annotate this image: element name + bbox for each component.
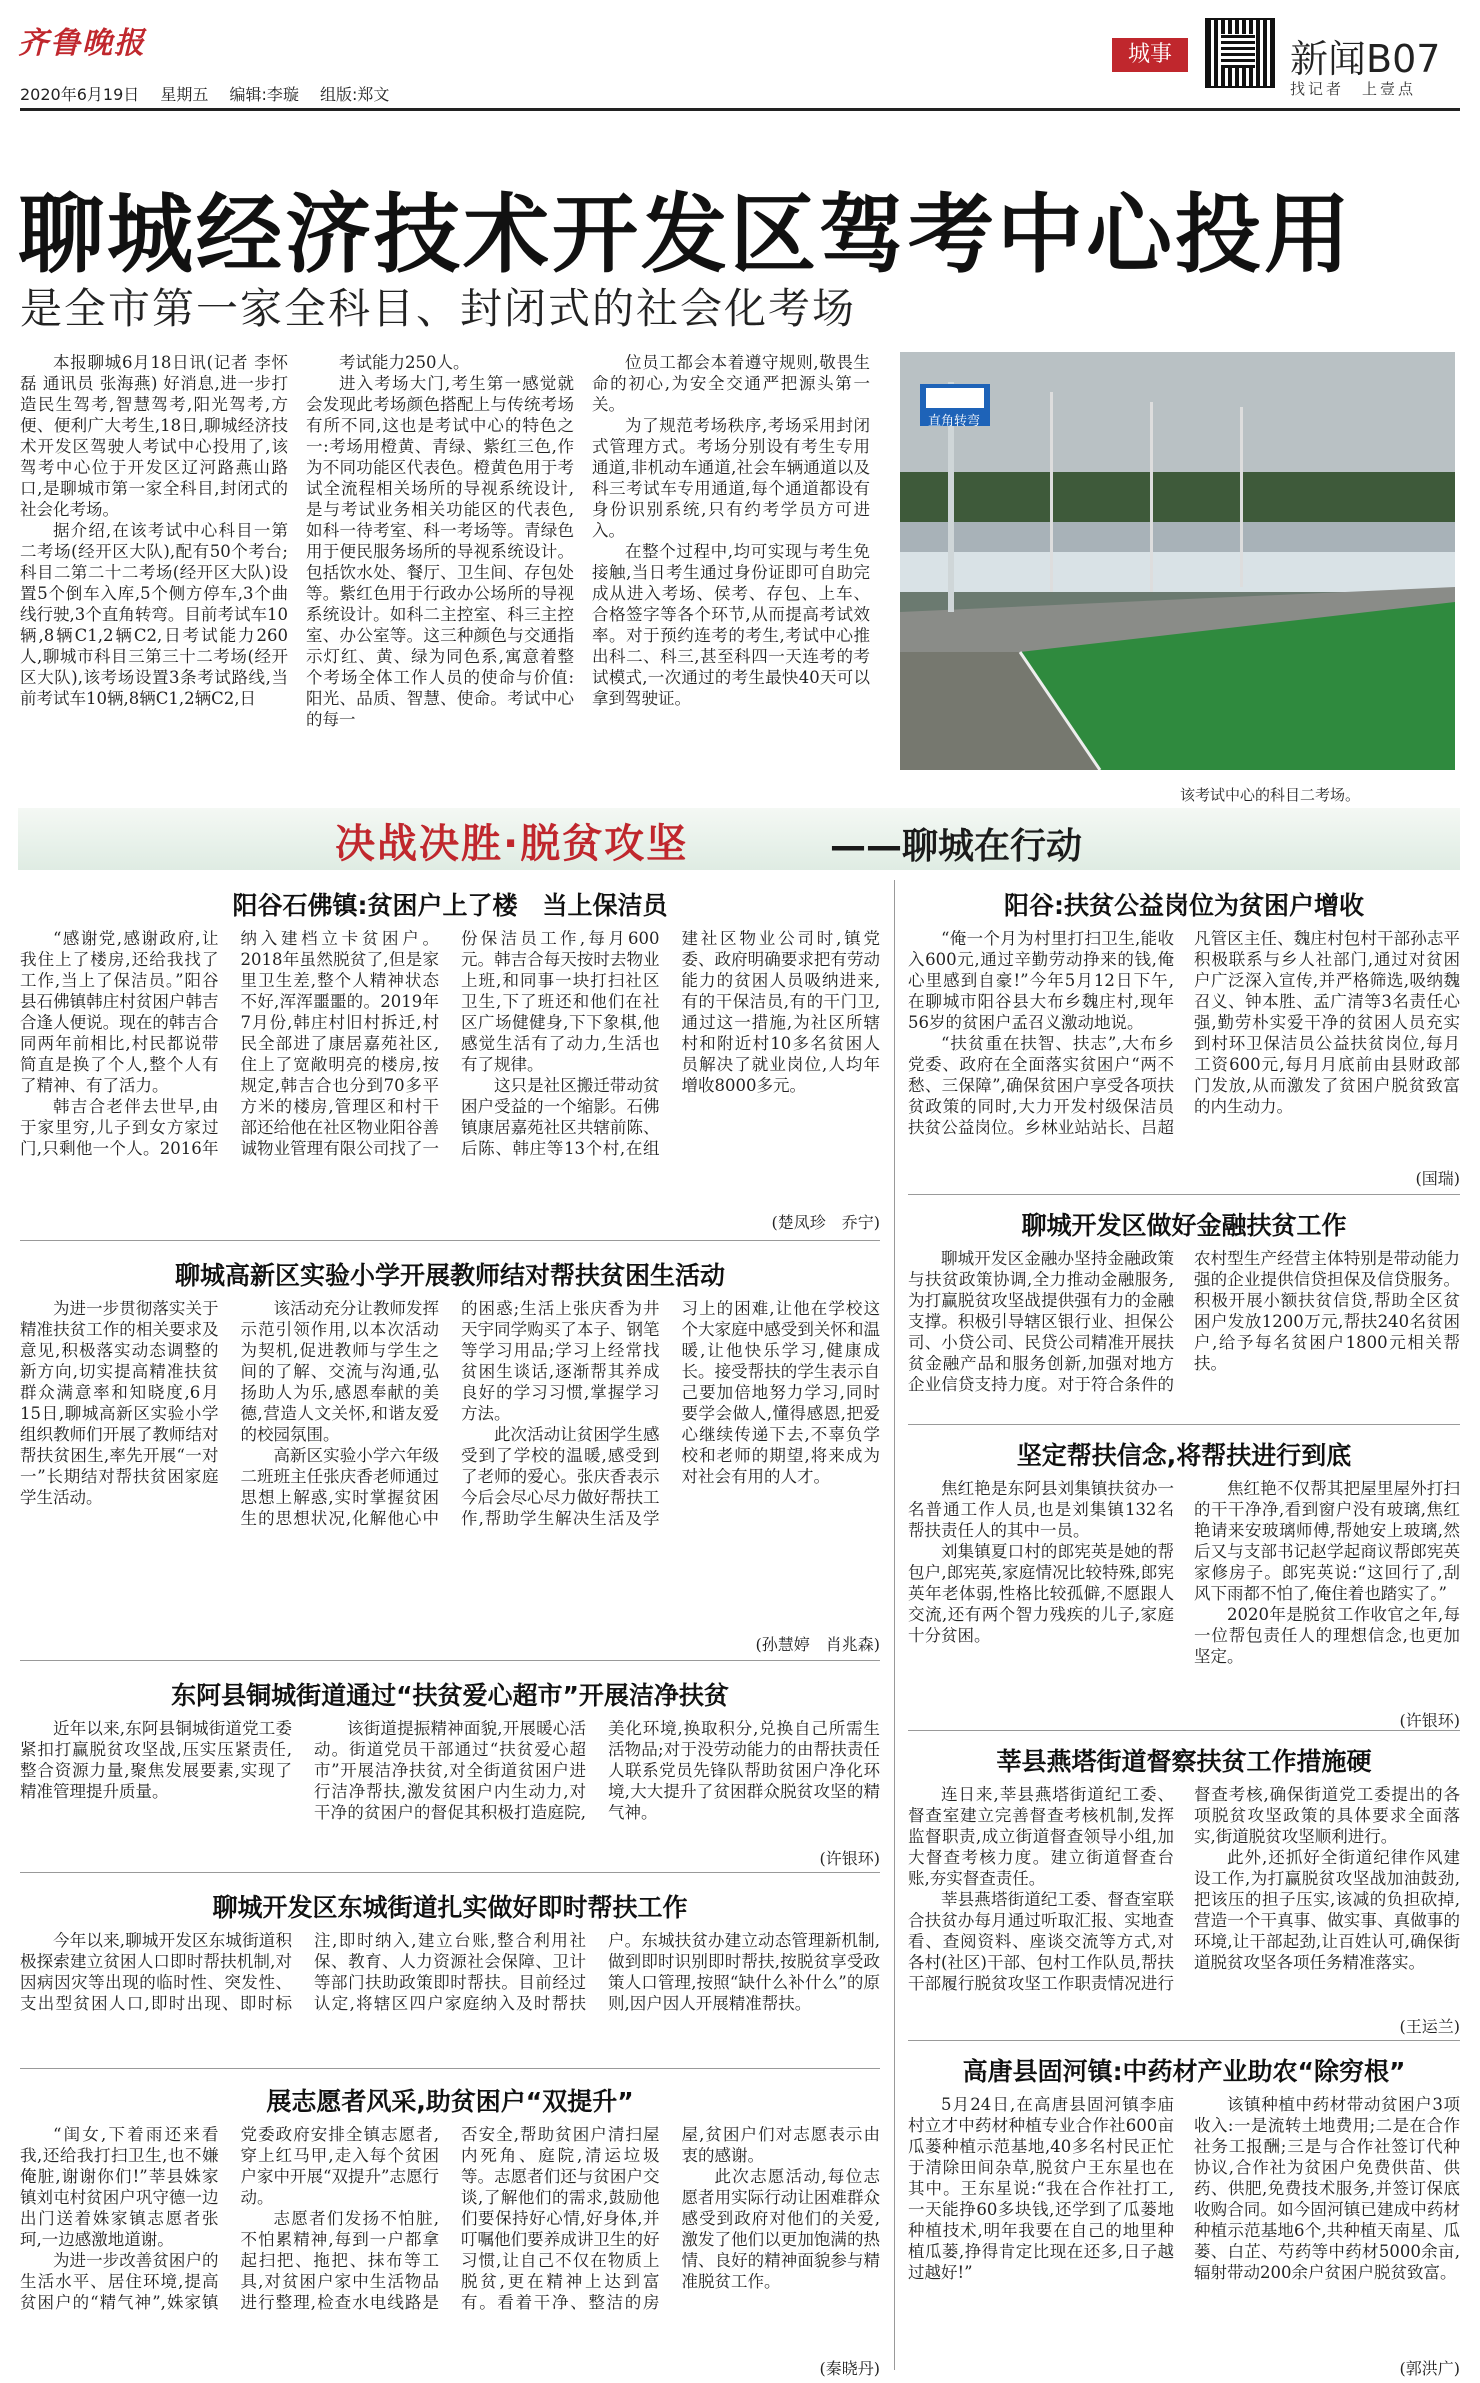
article-paragraph: 为进一步改善贫困户的生活水平、居住环境,提高贫困户的“精气神”,姝家镇党委政府安排全镇志愿者,穿上红马甲,走入每个贫困户家中开展“双提升”志愿行动。 (20, 2125, 439, 2312)
article-paragraph: 此次志愿活动,每位志愿者用实际行动让困难群众感受到政府对他们的关爱,激发了他们以更加饱满的热情、良好的精神面貌参与精准脱贫工作。 (681, 2167, 880, 2291)
campaign-banner-title: 决战决胜·脱贫攻坚 (335, 821, 689, 867)
driving-test-ground-image (900, 352, 1455, 770)
article-paragraph: 志愿者们发扬不怕脏,不怕累精神,每到一户都拿起扫把、拖把、抹布等工具,对贫困户家中生活物品进行整理,检查水电线路是否安全,帮助贫困户清扫屋内死角、庭院,清运垃圾等。志愿者们还与贫困户交谈,了解他们的需求,鼓励他们要保持好心情,好身体,并叮嘱他们要养成讲卫生的好习惯,让自己不仅在物质上脱贫,更在精神上达到富有。看着干净、整洁的房屋,贫困户们对志愿表示由衷的感谢。 (240, 2125, 880, 2312)
article-paragraph: “俺一个月为村里打扫卫生,能收入600元,通过辛勤劳动挣来的钱,俺心里感到自豪!”今年5月12日下午,在聊城市阳谷县大布乡魏庄村,现年56岁的贫困户孟召义激动地说。 (908, 929, 1174, 1032)
article-paragraph: 莘县燕塔街道纪工委、督查室联合扶贫办每月通过听取汇报、实地查看、查阅资料、座谈交流等方式,对各村(社区)干部、包村工作队员,帮扶干部履行脱贫攻坚工作职责情况进行督查考核,确保街道党工委提出的各项脱贫攻坚政策的具体要求全面落实,街道脱贫攻坚顺利进行。 (908, 1785, 1460, 1993)
editor-credit: 编辑:李璇 (229, 85, 299, 104)
article-paragraph: 此外,还抓好全街道纪律作风建设工作,为打赢脱贫攻坚战加油鼓劲,把该压的担子压实,该减的负担砍掉,营造一个干真事、做实事、真做事的环境,让干部起劲,让百姓认可,确保街道脱贫攻坚各项任务精准落实。 (1194, 1848, 1460, 1972)
section-badge: 城事 (1112, 38, 1188, 72)
lead-paragraph: 本报聊城6月18日讯(记者 李怀磊 通讯员 张海燕) 好消息,进一步打造民生驾考,智慧驾考,阳光驾考,方便、便利广大考生,18日,聊城经济技术开发区驾驶人考试中心投用了,该驾考中心位于开发区辽河路燕山路口,是聊城市第一家全科目,封闭式的社会化考场。 (20, 353, 288, 519)
article-body (908, 1784, 1460, 2012)
lead-paragraph: 考试能力250人。 (339, 353, 470, 372)
article-title: 聊城高新区实验小学开展教师结对帮扶贫困生活动 (174, 1261, 725, 1290)
article-paragraph: 此次活动让贫困学生感受到了学校的温暖,感受到了老师的爱心。张庆香表示今后会尽心尽力做好帮扶工作,帮助学生解决生活及学习上的困难,让他在学校这个大家庭中感受到关怀和温暖,让他快乐学习,健康成长。接受帮扶的学生表示自己要加倍地努力学习,同时要学会做人,懂得感恩,把爱心继续传递下去,不辜负学校和老师的期望,将来成为对社会有用的人才。 (461, 1299, 880, 1528)
article-paragraph: 高新区实验小学六年级二班班主任张庆香老师通过思想上解惑,实时掌握贫困生的思想状况,化解他心中的困惑;生活上张庆香为井天宇同学购买了本子、钢笔等学习用品;学习上经常找贫困生谈话,逐渐帮其养成良好的学习习惯,掌握学习方法。 (240, 1299, 660, 1528)
divider (908, 1424, 1460, 1425)
issue-weekday: 星期五 (160, 85, 209, 104)
lead-paragraph: 位员工都会本着遵守规则,敬畏生命的初心,为安全交通严把源头第一关。 (592, 353, 870, 414)
article-byline: (郭洪广) (1399, 2359, 1460, 2378)
article-paragraph: 该活动充分让教师发挥示范引领作用,以本次活动为契机,促进教师与学生之间的了解、交流与沟通,弘扬助人为乐,感恩奉献的美德,营造人文关怀,和谐友爱的校园氛围。 (240, 1299, 439, 1444)
issue-date: 2020年6月19日 (20, 85, 140, 104)
lead-subhead: 是全市第一家全科目、封闭式的社会化考场 (20, 284, 857, 333)
lead-photo (900, 352, 1455, 770)
article-body (908, 2094, 1460, 2350)
article-body (20, 1298, 880, 1634)
divider (20, 1240, 880, 1241)
article-body (908, 1478, 1460, 1706)
article-paragraph: 5月24日,在高唐县固河镇李庙村立才中药材种植专业合作社600亩瓜蒌种植示范基地,40多名村民正忙于清除田间杂草,脱贫户王东星也在其中。王东星说:“我在合作社打工,一天能挣60多块钱,还学到了瓜蒌地种植技术,明年我要在自己的地里种植瓜蒌,挣得肯定比现在还多,日子越过越好!” (908, 2095, 1174, 2282)
article-body (908, 928, 1460, 1162)
article-title: 聊城开发区东城街道扎实做好即时帮扶工作 (212, 1893, 688, 1922)
article-paragraph: 2020年是脱贫工作收官之年,每一位帮包责任人的理想信念,也更加坚定。 (1194, 1605, 1460, 1666)
article-title: 坚定帮扶信念,将帮扶进行到底 (1016, 1441, 1352, 1470)
column-divider (894, 880, 895, 2370)
article-byline: (孙慧婷 肖兆森) (755, 1635, 880, 1654)
divider (20, 1872, 880, 1873)
article-title: 阳谷:扶贫公益岗位为贫困户增收 (1004, 891, 1364, 920)
designer-credit: 组版:郑文 (319, 85, 390, 104)
article-byline: (楚凤珍 乔宁) (771, 1213, 880, 1232)
article-paragraph: 这只是社区搬迁带动贫困户受益的一个缩影。石佛镇康居嘉苑社区共辖前陈、后陈、韩庄等13个村,在组建社区物业公司时,镇党委、政府明确要求把有劳动能力的贫困人员吸纳进来,有的干保洁员,有的干门卫,通过这一措施,为社区所辖村和附近村10多名贫困人员解决了就业岗位,人均年增收8000多元。 (461, 929, 880, 1158)
article-body (20, 2124, 880, 2354)
article-paragraph: 为进一步贯彻落实关于精准扶贫工作的相关要求及意见,积极落实动态调整的新方向,切实提高精准扶贫群众满意率和知晓度,6月15日,聊城高新区实验小学组织教师们开展了教师结对帮扶贫困生,率先开展“一对一”长期结对帮扶贫困家庭学生活动。 (20, 1299, 219, 1507)
newspaper-logo: 齐鲁晚报 (18, 26, 146, 61)
article-title: 高唐县固河镇:中药材产业助农“除穷根” (962, 2057, 1406, 2086)
divider (20, 2068, 880, 2069)
divider (908, 2040, 1460, 2041)
lead-headline: 聊城经济技术开发区驾考中心投用 (18, 185, 1353, 285)
article-paragraph: 焦红艳不仅帮其把屋里屋外打扫的干干净净,看到窗户没有玻璃,焦红艳请来安玻璃师傅,帮她安上玻璃,然后又与支部书记赵学起商议帮郎宪英家修房子。郎宪英说:“这回行了,刮风下雨都不怕了,俺住着也踏实了。” (1194, 1479, 1460, 1603)
article-paragraph: 焦红艳是东阿县刘集镇扶贫办一名普通工作人员,也是刘集镇132名帮扶责任人的其中一员。 (908, 1479, 1174, 1540)
dateline (20, 82, 405, 105)
article-title: 莘县燕塔街道督察扶贫工作措施硬 (996, 1747, 1372, 1776)
article-paragraph: 该镇种植中药材带动贫困户3项收入:一是流转土地费用;二是在合作社务工报酬;三是与合作社签订代种协议,合作社为贫困户免费供苗、供药、供肥,免费技术服务,并签订保底收购合同。如今固河镇已建成中药材种植示范基地6个,共种植天南星、瓜蒌、白芷、芍药等中药材5000余亩,辐射带动200余户贫困户脱贫致富。 (1194, 2095, 1460, 2282)
campaign-banner (18, 808, 1460, 870)
article-byline: (国瑞) (1415, 1169, 1460, 1188)
article-byline: (王运兰) (1399, 2017, 1460, 2036)
article-body (20, 1930, 880, 2056)
article-paragraph: 聊城开发区金融办坚持金融政策与扶贫政策协调,全力推动金融服务,为打赢脱贫攻坚战提供强有力的金融支撑。积极引导辖区银行业、担保公司、小贷公司、民贷公司精准开展扶贫金融产品和服务创新,加强对地方企业信贷支持力度。对于符合条件的农村型生产经营主体特别是带动能力强的企业提供信贷担保及信贷服务。积极开展小额扶贫信贷,帮助全区贫困户发放1200万元,帮扶240名贫困户,给予每名贫困户1800元相关帮扶。 (908, 1249, 1460, 1394)
qr-code-icon (1205, 18, 1275, 88)
lead-paragraph: 据介绍,在该考试中心科目一第二考场(经开区大队),配有50个考台;科目二第二十二考场(经开区大队)设置5个倒车入库,5个侧方停车,3个曲线行驶,3个直角转弯。目前考试车10辆,8辆C1,2辆C2,日考试能力260人,聊城市科目三第三十二考场(经开区大队),该考场设置3条考试路线,当前考试车10辆,8辆C1,2辆C2,日 (20, 521, 288, 708)
article-title: 展志愿者风采,助贫困户“双提升” (266, 2087, 634, 2116)
lead-paragraph: 为了规范考场秩序,考场采用封闭式管理方式。考场分别设有考生专用通道,非机动车通道,社会车辆通道以及科三考试车专用通道,每个通道都设有身份识别系统,只有约考学员方可进入。 (592, 416, 870, 540)
article-paragraph: 今年以来,聊城开发区东城街道积极探索建立贫困人口即时帮扶机制,对因病因灾等出现的临时性、突发性、支出型贫困人口,即时出现、即时标注,即时纳入,建立台账,整合利用社保、教育、人力资源社会保障、卫计等部门扶助政策即时帮扶。目前经过认定,将辖区四户家庭纳入及时帮扶户。东城扶贫办建立动态管理新机制,做到即时识别即时帮扶,按脱贫享受政策人口管理,按照“缺什么补什么”的原则,因户因人开展精准帮扶。 (20, 1931, 880, 2013)
article-paragraph: 连日来,莘县燕塔街道纪工委、督查室建立完善督查考核机制,发挥监督职责,成立街道督查领导小组,加大督查考核力度。建立街道督查台账,夯实督查责任。 (908, 1785, 1174, 1888)
article-title: 东阿县铜城街道通过“扶贫爱心超市”开展洁净扶贫 (171, 1681, 729, 1710)
page-label: 新闻B07 (1290, 37, 1441, 81)
lead-column-2 (306, 352, 574, 792)
photo-caption: 该考试中心的科目二考场。 (1180, 786, 1361, 804)
road-sign-text: 直角转弯 (928, 414, 981, 429)
lead-paragraph: 在整个过程中,均可实现与考生免接触,当日考生通过身份证即可自助完成从进入考场、侯考、存包、上车、合格签字等各个环节,从而提高考试效率。对于预约连考的考生,考试中心推出科二、科三,甚至科四一天连考的考试模式,一次通过的考生最快40天可以拿到驾驶证。 (592, 542, 870, 708)
article-paragraph: 该街道提振精神面貌,开展暖心活动。街道党员干部通过“扶贫爱心超市”开展洁净扶贫,对全街道贫困户进行洁净帮扶,激发贫困户内生动力,对干净的贫困户的督促其积极打造庭院,美化环境,换取积分,兑换自己所需生活物品;对于没劳动能力的由帮扶责任人联系党员先锋队帮助贫困户净化环境,大大提升了贫困群众脱贫攻坚的精气神。 (314, 1719, 880, 1822)
article-paragraph: “闺女,下着雨还来看我,还给我打扫卫生,也不嫌俺脏,谢谢你们!”莘县姝家镇刘屯村贫困户巩守德一边出门送着姝家镇志愿者张珂,一边感激地道谢。 (20, 2125, 219, 2249)
divider (908, 1194, 1460, 1195)
campaign-banner-subtitle: ——聊城在行动 (830, 826, 1083, 867)
article-byline: (许银环) (819, 1849, 880, 1868)
article-byline: (秦晓丹) (819, 2359, 880, 2378)
article-body (20, 1718, 880, 1844)
article-paragraph: 近年以来,东阿县铜城街道党工委紧扣打赢脱贫攻坚战,压实压紧责任,整合资源力量,聚焦发展要素,实现了精准管理提升质量。 (20, 1719, 292, 1801)
lead-paragraph: 进入考场大门,考生第一感觉就会发现此考场颜色搭配上与传统考场有所不同,这也是考试中心的特色之一:考场用橙黄、青绿、紫红三色,作为不同功能区代表色。橙黄色用于考试全流程相关场所的导视系统设计,是与考试业务相关功能区的代表色,如科一待考室、科一考场等。青绿色用于便民服务场所的导视系统设计。包括饮水处、餐厅、卫生间、存包处等。紫红色用于行政办公场所的导视系统设计。如科二主控室、科三主控室、办公室等。这三种颜色与交通指示灯红、黄、绿为同色系,寓意着整个考场全体工作人员的使命与价值:阳光、品质、智慧、使命。考试中心的每一 (306, 374, 574, 729)
header-rule (20, 108, 1460, 111)
article-paragraph: “感谢党,感谢政府,让我住上了楼房,还给我找了工作,当上了保洁员。”阳谷县石佛镇韩庄村贫困户韩吉合逢人便说。现在的韩吉合同两年前相比,村民都说带简直是换了个人,整个人有了精神、有了活力。 (20, 929, 219, 1095)
divider (908, 1730, 1460, 1731)
divider (20, 1660, 880, 1661)
lead-column-1 (20, 352, 288, 792)
article-paragraph: “扶贫重在扶智、扶志”,大布乡党委、政府在全面落实贫困户“两不愁、三保障”,确保贫困户享受各项扶贫政策的同时,大力开发村级保洁员扶贫公益岗位。乡林业站站长、吕超凡管区主任、魏庄村包村干部孙志平积极联系与乡人社部门,通过对贫困户广泛深入宣传,并严格筛选,吸纳魏召义、钟本胜、孟广清等3名责任心强,勤劳朴实爱干净的贫困人员充实到村环卫保洁员公益扶贫岗位,每月工资600元,每月月底前由县财政部门发放,从而激发了贫困户脱贫致富的内生动力。 (908, 929, 1460, 1137)
article-title: 阳谷石佛镇:贫困户上了楼 当上保洁员 (232, 891, 668, 920)
article-title: 聊城开发区做好金融扶贫工作 (1021, 1211, 1347, 1240)
lead-column-3 (592, 352, 870, 792)
slogan: 找记者 上壹点 (1290, 80, 1417, 98)
article-paragraph: 韩吉合老伴去世早,由于家里穷,儿子到女方家过门,只剩他一个人。2016年纳入建档立卡贫困户。2018年虽然脱贫了,但是家里卫生差,整个人精神状态不好,浑浑噩噩的。2019年7月份,韩庄村旧村拆迁,村民全部进了康居嘉苑社区,住上了宽敞明亮的楼房,按规定,韩吉合也分到70多平方米的楼房,管理区和村干部还给他在社区物业阳谷善诚物业管理有限公司找了一份保洁员工作,每月600元。韩吉合每天按时去物业上班,和同事一块打扫社区卫生,下了班还和他们在社区广场健健身,下下象棋,他感觉生活有了动力,生活也有了规律。 (20, 929, 660, 1158)
article-body (908, 1248, 1460, 1416)
article-byline: (许银环) (1399, 1711, 1460, 1730)
article-paragraph: 刘集镇夏口村的郎宪英是她的帮包户,郎宪英,家庭情况比较特殊,郎宪英年老体弱,性格比较孤僻,不愿跟人交流,还有两个智力残疾的儿子,家庭十分贫困。 (908, 1542, 1174, 1645)
article-body (20, 928, 880, 1206)
